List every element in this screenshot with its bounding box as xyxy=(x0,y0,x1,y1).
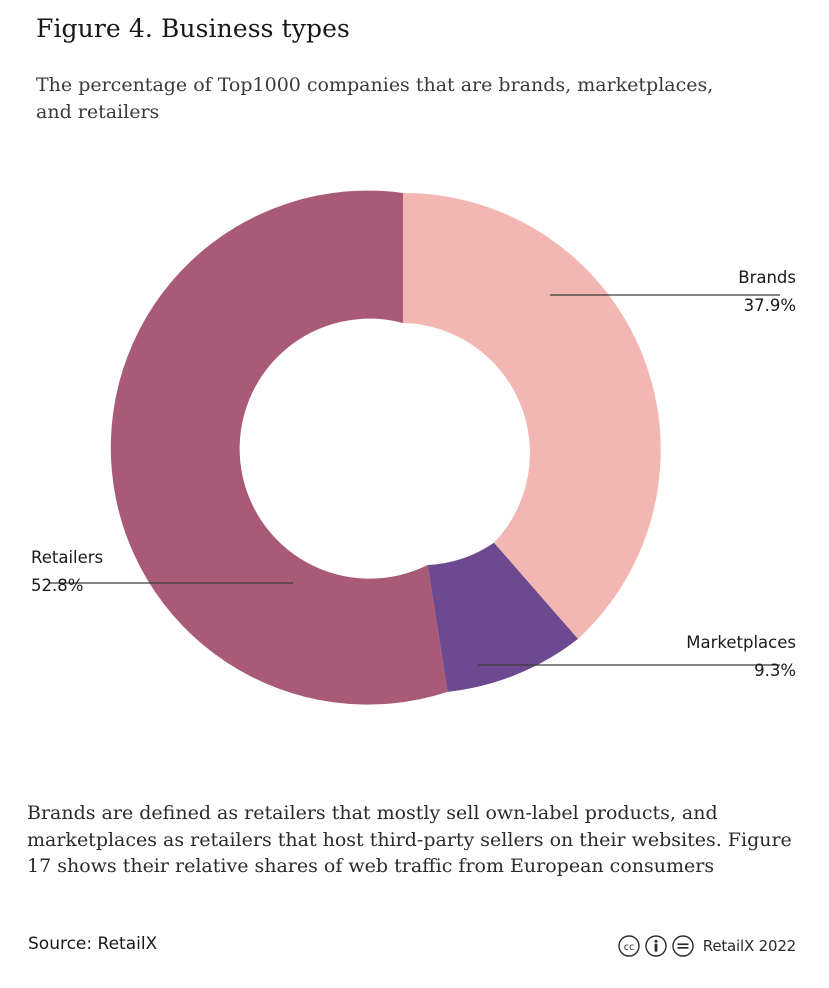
annotation-retailers-label: Retailers xyxy=(31,548,104,567)
creative-commons-license-icons xyxy=(618,935,694,957)
svg-text:cc: cc xyxy=(623,942,635,954)
annotation-marketplaces-label: Marketplaces xyxy=(686,633,796,652)
source-label: Source: RetailX xyxy=(28,934,158,954)
donut-chart xyxy=(0,160,829,760)
chart-footnote: Brands are defined as retailers that mostly sell own-label products, and marketplaces as retailers that host third-party sellers on their websites. Figure 17 shows their relative shares of web traffic from European consumers xyxy=(27,802,792,877)
annotation-brands-label: Brands xyxy=(738,268,796,287)
annotation-retailers-value: 52.8% xyxy=(31,576,84,595)
pie-slice-retailers xyxy=(111,191,448,705)
annotation-marketplaces xyxy=(686,633,796,680)
annotation-marketplaces-value: 9.3% xyxy=(754,661,796,680)
credit-text: RetailX 2022 xyxy=(702,937,796,955)
chart-subtitle: The percentage of Top1000 companies that are brands, marketplaces, and retailers xyxy=(36,74,714,123)
no-derivatives-icon xyxy=(672,935,694,957)
annotation-retailers xyxy=(31,548,103,595)
page-title: Figure 4. Business types xyxy=(36,14,350,43)
creative-commons-icon xyxy=(618,935,640,957)
annotation-brands xyxy=(738,268,796,315)
attribution-icon xyxy=(645,935,667,957)
annotation-brands-value: 37.9% xyxy=(743,296,796,315)
credit-block xyxy=(618,935,796,957)
